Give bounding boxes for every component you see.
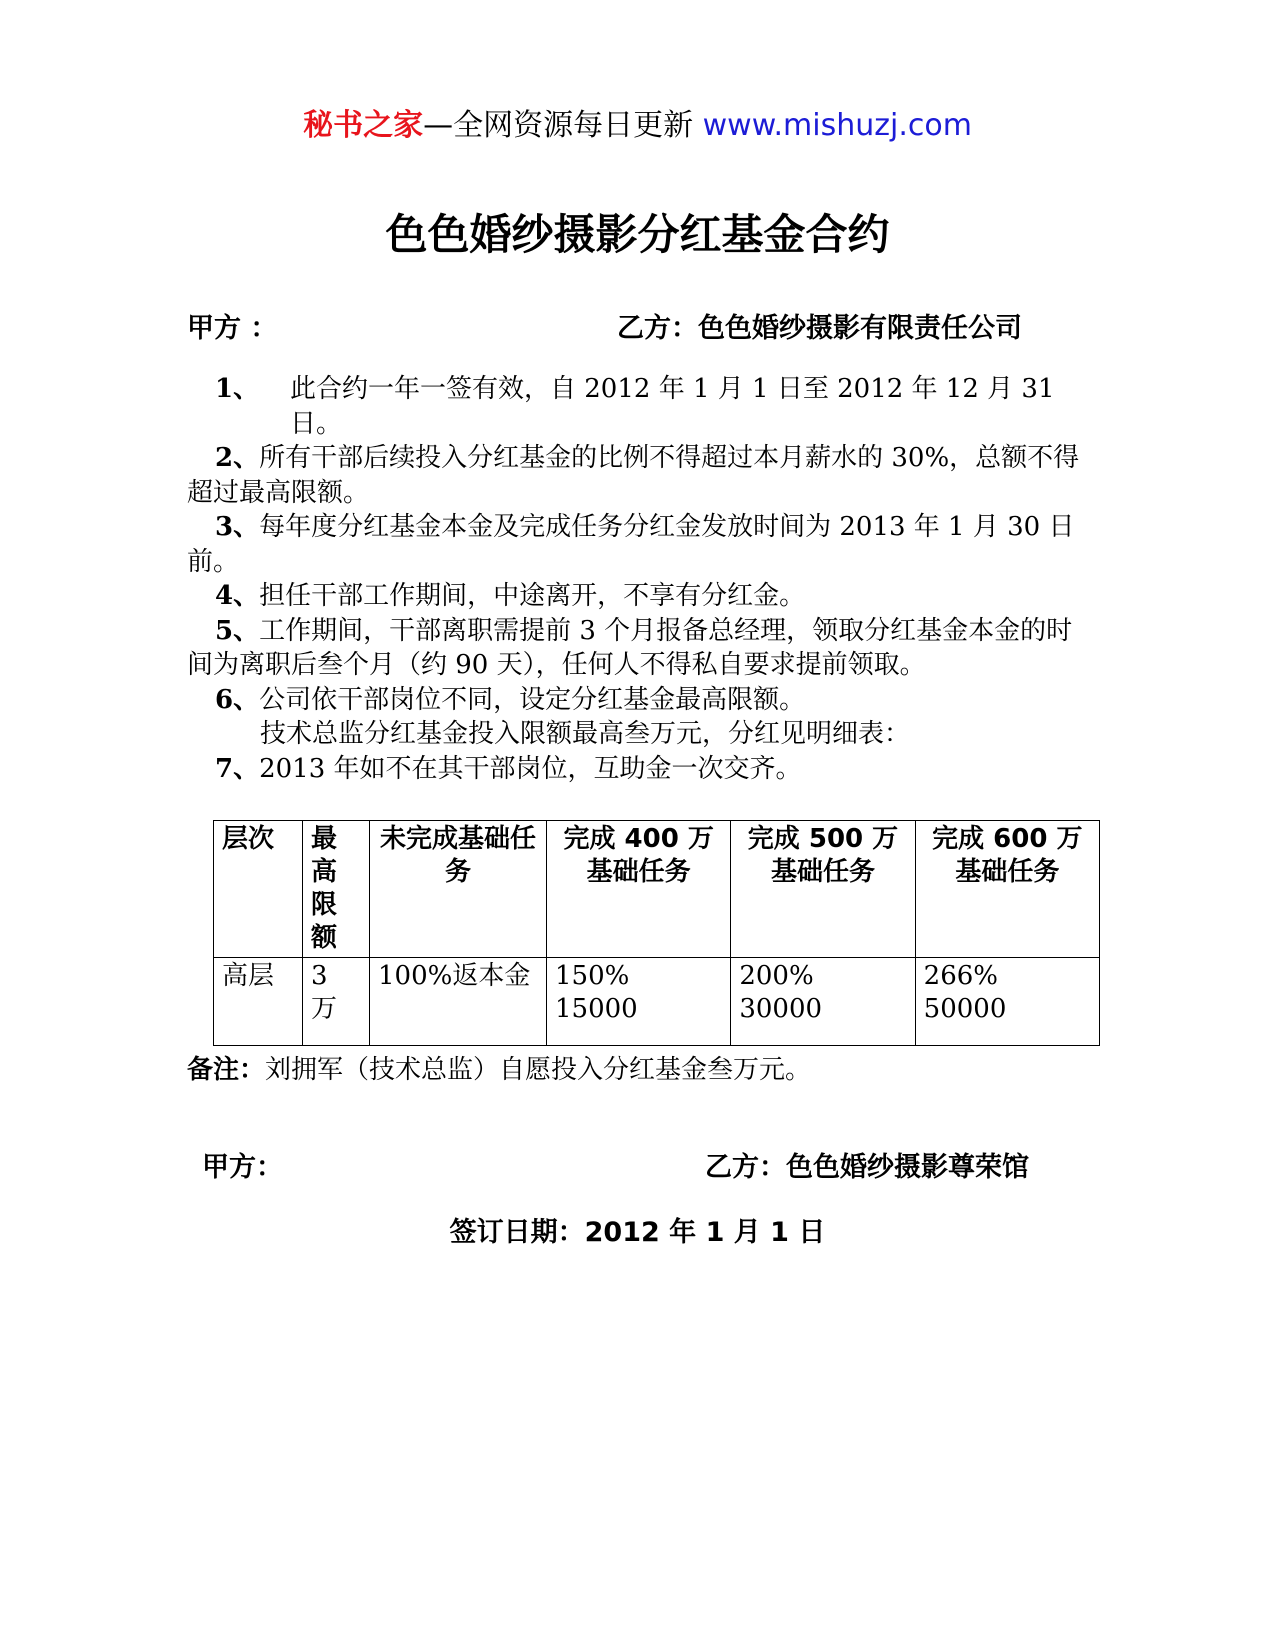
clauses-list: [187, 372, 1087, 786]
clause-number: 6、: [215, 684, 260, 715]
clause-text: 工作期间，干部离职需提前 3 个月报备总经理，领取分红基金本金的时间为离职后叁个月（约 90 天），任何人不得私自要求提前领取。: [187, 615, 1073, 680]
sign-date: 签订日期：2012 年 1 月 1 日: [449, 1217, 826, 1248]
clause-number: 1、: [215, 374, 260, 404]
header-500: 完成 500 万基础任务: [731, 821, 915, 958]
header-400: 完成 400 万基础任务: [547, 821, 731, 958]
cell-level: 高层: [214, 958, 303, 1046]
clause-1: [187, 372, 1087, 441]
cell-600-amount: 50000: [923, 994, 1007, 1024]
document-title: 色色婚纱摄影分红基金合约: [385, 210, 890, 259]
signature-party-a: 甲方：: [202, 1152, 283, 1183]
site-url-link[interactable]: www.mishuzj.com: [702, 108, 972, 143]
header-level: 层次: [214, 821, 303, 958]
clause-3: [187, 510, 1087, 579]
cell-600: [915, 958, 1099, 1046]
remark: [187, 1049, 811, 1086]
remark-text: 刘拥军（技术总监）自愿投入分红基金叁万元。: [265, 1055, 812, 1085]
clause-2: [187, 441, 1087, 510]
clause-4: [187, 579, 1087, 614]
clause-5: [187, 614, 1087, 683]
cell-500-amount: 30000: [739, 994, 823, 1024]
clause-text: 每年度分红基金本金及完成任务分红金发放时间为 2013 年 1 月 30 日前。: [187, 512, 1075, 577]
party-b-top: 乙方：色色婚纱摄影有限责任公司: [617, 313, 1022, 344]
cell-400-pct: 150%: [555, 961, 630, 991]
site-header: [0, 100, 1275, 144]
clause-6: [187, 683, 1087, 718]
cell-600-pct: 266%: [923, 961, 998, 991]
cell-400: [547, 958, 731, 1046]
clause-text: 技术总监分红基金投入限额最高叁万元，分红见明细表：: [260, 719, 911, 749]
clause-number: 2、: [215, 443, 260, 473]
remark-label: 备注：: [187, 1055, 266, 1085]
clause-number: 4、: [215, 581, 260, 611]
clause-6-detail: [187, 717, 1087, 752]
clause-text: 此合约一年一签有效，自 2012 年 1 月 1 日至 2012 年 12 月 31 日。: [290, 374, 1055, 439]
header-600: 完成 600 万基础任务: [915, 821, 1099, 958]
clause-number: 7、: [215, 753, 260, 784]
header-unfinished: 未完成基础任务: [370, 821, 547, 958]
clause-text: 公司依干部岗位不同，设定分红基金最高限额。: [259, 684, 806, 715]
clause-text: 所有干部后续投入分红基金的比例不得超过本月薪水的 30%，总额不得超过最高限额。: [187, 443, 1080, 508]
table-header-row: [214, 821, 1100, 958]
table-row: [214, 958, 1100, 1046]
cell-400-amount: 15000: [555, 994, 638, 1024]
cell-limit: 3 万: [303, 958, 370, 1046]
cell-unfinished: 100%返本金: [370, 958, 547, 1046]
clause-7: [187, 752, 1087, 787]
clause-text: 2013 年如不在其干部岗位，互助金一次交齐。: [259, 753, 802, 784]
brand-name: 秘书之家: [303, 108, 424, 143]
header-tagline: —全网资源每日更新: [423, 108, 694, 143]
clause-number: 5、: [215, 615, 260, 646]
clause-number: 3、: [215, 512, 260, 542]
dividend-table: [213, 820, 1100, 1046]
cell-500-pct: 200%: [739, 961, 814, 991]
signature-party-b: 乙方：色色婚纱摄影尊荣馆: [705, 1152, 1029, 1183]
header-limit: 最高限额: [303, 821, 370, 958]
cell-500: [731, 958, 915, 1046]
party-a-top: 甲方 ：: [187, 313, 278, 344]
clause-text: 担任干部工作期间，中途离开，不享有分红金。: [259, 581, 806, 611]
